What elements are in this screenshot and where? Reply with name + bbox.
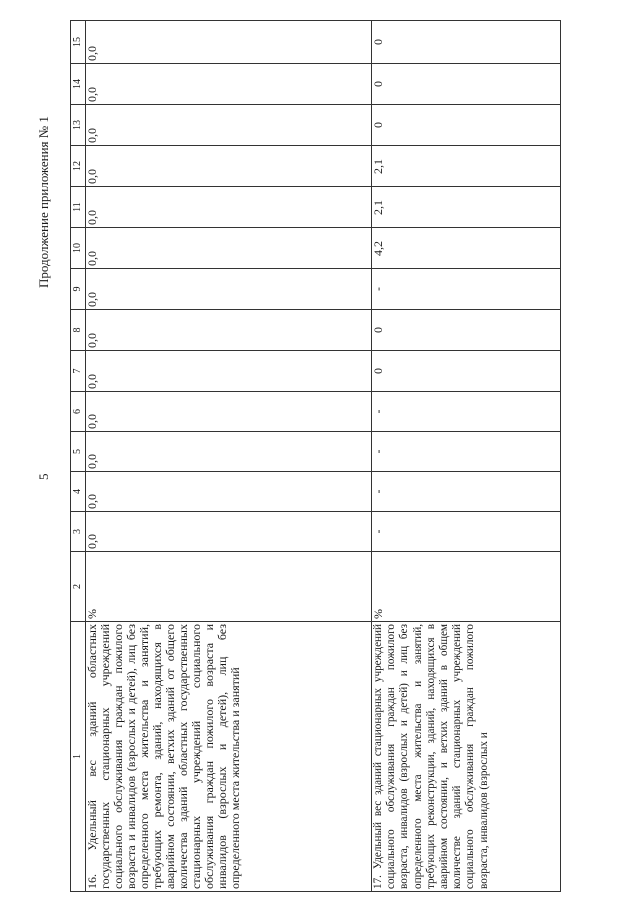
column-number: 4 <box>71 472 86 512</box>
value-cell: 2,1 <box>372 146 561 187</box>
unit-cell: % <box>372 552 561 622</box>
column-number: 2 <box>71 552 86 622</box>
value-cell: 0,0 <box>86 187 372 228</box>
column-number: 7 <box>71 351 86 392</box>
value-cell: 0,0 <box>86 512 372 552</box>
value-cell: - <box>372 392 561 432</box>
column-number: 14 <box>71 64 86 105</box>
indicator-description: 16. Удельный вес зданий областных государственных стационарных учреждений социального обслуживания граждан пожилого возраста и инвалидов (взрослых и детей), лиц без определенного места жительства и занятий, требующих ремонта, зданий, находящихся в аварийном состоянии, ветхих зданий от общего количества зданий областных государственных стационарных учреждений социального обслуживания граждан пожилого возраста и инвалидов (взрослых и детей), лиц без определенного места жительства и занятий <box>86 622 372 892</box>
value-cell: - <box>372 512 561 552</box>
column-number: 1 <box>71 622 86 892</box>
table-row <box>86 21 372 892</box>
indicator-description: 17. Удельный вес зданий стационарных учреждений социального обслуживания граждан пожилого возраста, инвалидов (взрослых и детей) и лиц без определенного места жительства и занятий, требующих реконструкции, зданий, находящихся в аварийном состоянии, и ветхих зданий в общем количестве зданий стационарных учреждений социального обслуживания граждан пожилого возраста, инвалидов (взрослых и <box>372 622 561 892</box>
value-cell: 2,1 <box>372 187 561 228</box>
column-number: 5 <box>71 432 86 472</box>
column-number: 10 <box>71 228 86 269</box>
value-cell: 0,0 <box>86 269 372 310</box>
value-cell: - <box>372 269 561 310</box>
column-number: 15 <box>71 21 86 64</box>
page-number: 5 <box>36 473 51 480</box>
column-number: 9 <box>71 269 86 310</box>
value-cell: 0 <box>372 105 561 146</box>
value-cell: 0,0 <box>86 105 372 146</box>
value-cell: - <box>372 472 561 512</box>
value-cell: 0,0 <box>86 310 372 351</box>
value-cell: 0,0 <box>86 472 372 512</box>
column-number: 13 <box>71 105 86 146</box>
column-number: 6 <box>71 392 86 432</box>
value-cell: 4,2 <box>372 228 561 269</box>
column-number: 3 <box>71 512 86 552</box>
value-cell: 0 <box>372 64 561 105</box>
value-cell: 0,0 <box>86 21 372 64</box>
value-cell: 0,0 <box>86 432 372 472</box>
value-cell: 0,0 <box>86 351 372 392</box>
column-number: 12 <box>71 146 86 187</box>
value-cell: 0,0 <box>86 392 372 432</box>
column-number-row <box>71 21 86 892</box>
table-row <box>372 21 561 892</box>
column-number: 11 <box>71 187 86 228</box>
value-cell: 0,0 <box>86 228 372 269</box>
value-cell: 0 <box>372 21 561 64</box>
value-cell: 0,0 <box>86 64 372 105</box>
value-cell: 0,0 <box>86 146 372 187</box>
value-cell: 0 <box>372 351 561 392</box>
value-cell: - <box>372 432 561 472</box>
value-cell: 0 <box>372 310 561 351</box>
column-number: 8 <box>71 310 86 351</box>
data-table <box>70 20 561 892</box>
unit-cell: % <box>86 552 372 622</box>
appendix-title: Продолжение приложения № 1 <box>36 116 51 288</box>
